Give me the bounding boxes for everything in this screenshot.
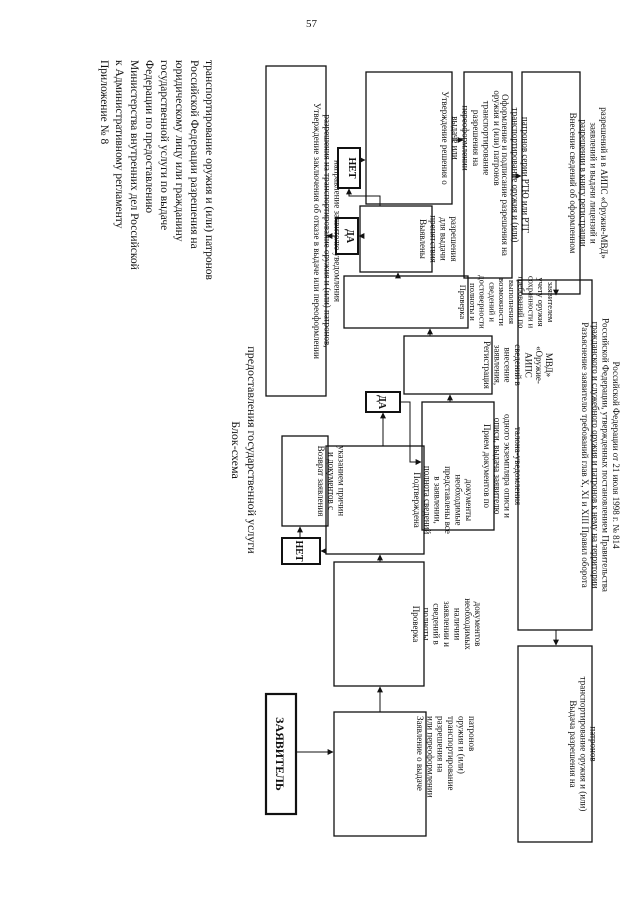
box-obstacles bbox=[360, 206, 459, 272]
box-text-line: наличии bbox=[452, 607, 463, 641]
box-text-line: разрешения на bbox=[471, 109, 481, 167]
box-text-line: документы bbox=[463, 478, 474, 522]
box-text-line: патронов серии РТЮ или РТГ bbox=[520, 116, 531, 234]
box-text-line: возможности bbox=[497, 278, 508, 326]
box-text-line: выдаче или bbox=[450, 116, 461, 160]
box-text-line: выполнения bbox=[506, 280, 517, 324]
title-line-2: предоставления государственной услуги bbox=[245, 346, 259, 554]
appendix-line: Федерации по предоставлению bbox=[143, 60, 155, 214]
box-text-line: сведений в bbox=[431, 603, 442, 645]
appendix-line: транспортирование оружия и (или) патронов bbox=[203, 60, 215, 280]
appendix-line: Российской Федерации разрешения на bbox=[188, 60, 200, 249]
application-text bbox=[415, 716, 477, 798]
box-text-line: Возврат заявления bbox=[316, 445, 326, 517]
box-text-line: патронов bbox=[466, 716, 477, 752]
box-text-line: направление заявителю уведомления bbox=[332, 159, 343, 303]
box-text-line: транспортирование оружия и (или) bbox=[578, 676, 589, 812]
box-text-line: разрешения на транспортирование оружия и (или) патронов, bbox=[322, 114, 333, 348]
confirmed-text bbox=[412, 466, 474, 534]
box-text-line: гражданского и служебного оружия и патронов к нему на территории bbox=[590, 321, 601, 589]
issuance-text bbox=[568, 677, 599, 812]
box-text-line: для выдачи bbox=[438, 217, 449, 261]
svg-text:НЕТ: НЕТ bbox=[346, 157, 357, 179]
refusal-text bbox=[312, 103, 343, 359]
box-text-line: Прием документов по bbox=[482, 423, 492, 509]
box-confirmed bbox=[326, 446, 474, 554]
box-text-line: Проверка bbox=[411, 605, 421, 643]
box-text-line: необходимые bbox=[453, 474, 464, 526]
svg-text:НЕТ: НЕТ bbox=[293, 540, 304, 562]
box-registration bbox=[404, 336, 554, 394]
box-text-line: оружия и (или) патронов bbox=[491, 90, 502, 186]
arrow-yes-reception bbox=[400, 402, 421, 462]
box-text-line: одного экземпляра описи и bbox=[502, 414, 513, 518]
box-text-line: полнота сведений bbox=[422, 465, 433, 535]
box-text-line: патронов bbox=[588, 726, 599, 762]
box-check bbox=[334, 562, 483, 686]
box-return bbox=[282, 436, 347, 526]
box-yes-1 bbox=[366, 392, 400, 412]
appendix-line: Приложение № 8 bbox=[98, 60, 110, 145]
box-text-line: Заявление о выдаче bbox=[415, 716, 425, 791]
box-recording bbox=[522, 72, 609, 294]
box-text-line: документов bbox=[473, 601, 484, 647]
box-text-line: внесение bbox=[502, 347, 513, 383]
box-text-line: и документов с bbox=[326, 451, 337, 511]
box-text-line: Выявлены bbox=[418, 219, 428, 259]
box-text-line: учету оружия bbox=[536, 277, 547, 327]
box-text-line: указанием причин bbox=[336, 445, 347, 517]
box-text-line: требований по bbox=[516, 275, 527, 329]
box-text-line: Регистрация bbox=[482, 341, 492, 389]
box-text-line: препятствия bbox=[428, 215, 439, 263]
diagram-title bbox=[229, 346, 259, 554]
box-text-line: сохранности и bbox=[526, 275, 537, 329]
svg-text:ЗАЯВИТЕЛЬ: ЗАЯВИТЕЛЬ bbox=[273, 717, 287, 791]
box-text-line: полноты bbox=[421, 607, 432, 641]
box-text-line: заявлении и bbox=[442, 601, 452, 647]
box-text-line: транспортирование bbox=[446, 716, 456, 791]
box-text-line: Оформление и подписание разрешения на bbox=[500, 94, 510, 256]
box-text-line: в заявлении, bbox=[432, 476, 443, 524]
box-text-line: разрешения bbox=[449, 216, 459, 262]
appendix-line: юридическому лицу или гражданину bbox=[173, 60, 185, 242]
box-text-line: Российской Федерации от 21 июля 1998 г. № 814 bbox=[611, 361, 621, 549]
box-verification bbox=[344, 275, 556, 329]
box-text-line: разрешения на bbox=[435, 716, 446, 773]
box-approval bbox=[366, 72, 502, 204]
box-text-line: необходимых bbox=[462, 598, 473, 650]
box-text-line: представлены все bbox=[443, 466, 453, 534]
box-applicant bbox=[266, 694, 296, 814]
appendix-line: к Административному регламенту bbox=[113, 60, 125, 229]
box-text-line: МВД» bbox=[544, 352, 555, 378]
box-text-line: транспортирование bbox=[481, 100, 492, 176]
box-text-line: Подтверждена bbox=[412, 472, 422, 528]
box-text-line: переоформлении bbox=[460, 105, 471, 171]
box-text-line: описи, выдача заявителю bbox=[492, 417, 503, 515]
return-text bbox=[316, 446, 347, 517]
box-text-line: разрешений и в АИПС «Оружие-МВД» bbox=[599, 107, 609, 259]
obstacles-text bbox=[418, 215, 459, 262]
box-text-line: АИПС bbox=[523, 352, 534, 378]
box-text-line: Российской Федерации, утвержденных постановлением Правительства bbox=[600, 318, 611, 592]
box-application bbox=[334, 712, 477, 836]
box-text-line: Утверждение заключения об отказе в выдаче или переоформлении bbox=[312, 103, 322, 359]
appendix-header bbox=[98, 60, 215, 280]
approval-text bbox=[440, 90, 502, 185]
check-text bbox=[411, 598, 483, 650]
reception-text bbox=[482, 414, 523, 518]
box-text-line: сведений и bbox=[487, 282, 498, 322]
drafting-text bbox=[500, 94, 531, 256]
box-text-line: Проверка bbox=[458, 284, 468, 320]
box-text-line: разрешении в книгу регистрации bbox=[578, 119, 589, 247]
box-text-line: Разъяснение заявителю требований глав X, XI и XIII Правил оборота bbox=[580, 322, 590, 588]
box-text-line: заявления, bbox=[492, 344, 503, 386]
box-text-line: или переоформлении bbox=[425, 716, 436, 798]
box-text-line: транспортирование оружия и (или) bbox=[510, 107, 521, 243]
svg-text:ДА: ДА bbox=[344, 228, 355, 244]
box-refusal bbox=[266, 66, 343, 396]
recording-text bbox=[568, 107, 609, 259]
page-number: 57 bbox=[306, 18, 317, 30]
box-text-line: талона-уведомления bbox=[513, 426, 523, 506]
box-text-line: «Оружие- bbox=[533, 346, 544, 384]
box-no-1 bbox=[282, 538, 320, 564]
appendix-line: Министерства внутренних дел Российской bbox=[128, 60, 140, 270]
title-line-1: Блок-схема bbox=[229, 421, 243, 479]
box-text-line: полноты и bbox=[467, 283, 478, 321]
box-explanation bbox=[518, 280, 621, 630]
appendix-line: государственной услуги по выдаче bbox=[158, 60, 170, 231]
explanation-text bbox=[580, 318, 621, 592]
svg-text:ДА: ДА bbox=[376, 394, 387, 410]
box-text-line: заявителем bbox=[546, 281, 556, 323]
box-text-line: сведений в bbox=[513, 344, 523, 386]
box-text-line: Утверждение решения о bbox=[440, 91, 450, 185]
verification-text bbox=[458, 275, 556, 329]
box-text-line: заявлений и выдачи лицензий и bbox=[588, 122, 599, 244]
box-text-line: Выдача разрешения на bbox=[568, 700, 578, 788]
box-text-line: Внесение сведений об оформленном bbox=[568, 112, 578, 254]
box-issuance bbox=[518, 646, 599, 842]
box-text-line: оружия и (или) bbox=[456, 716, 467, 774]
box-text-line: достоверности bbox=[477, 275, 488, 329]
